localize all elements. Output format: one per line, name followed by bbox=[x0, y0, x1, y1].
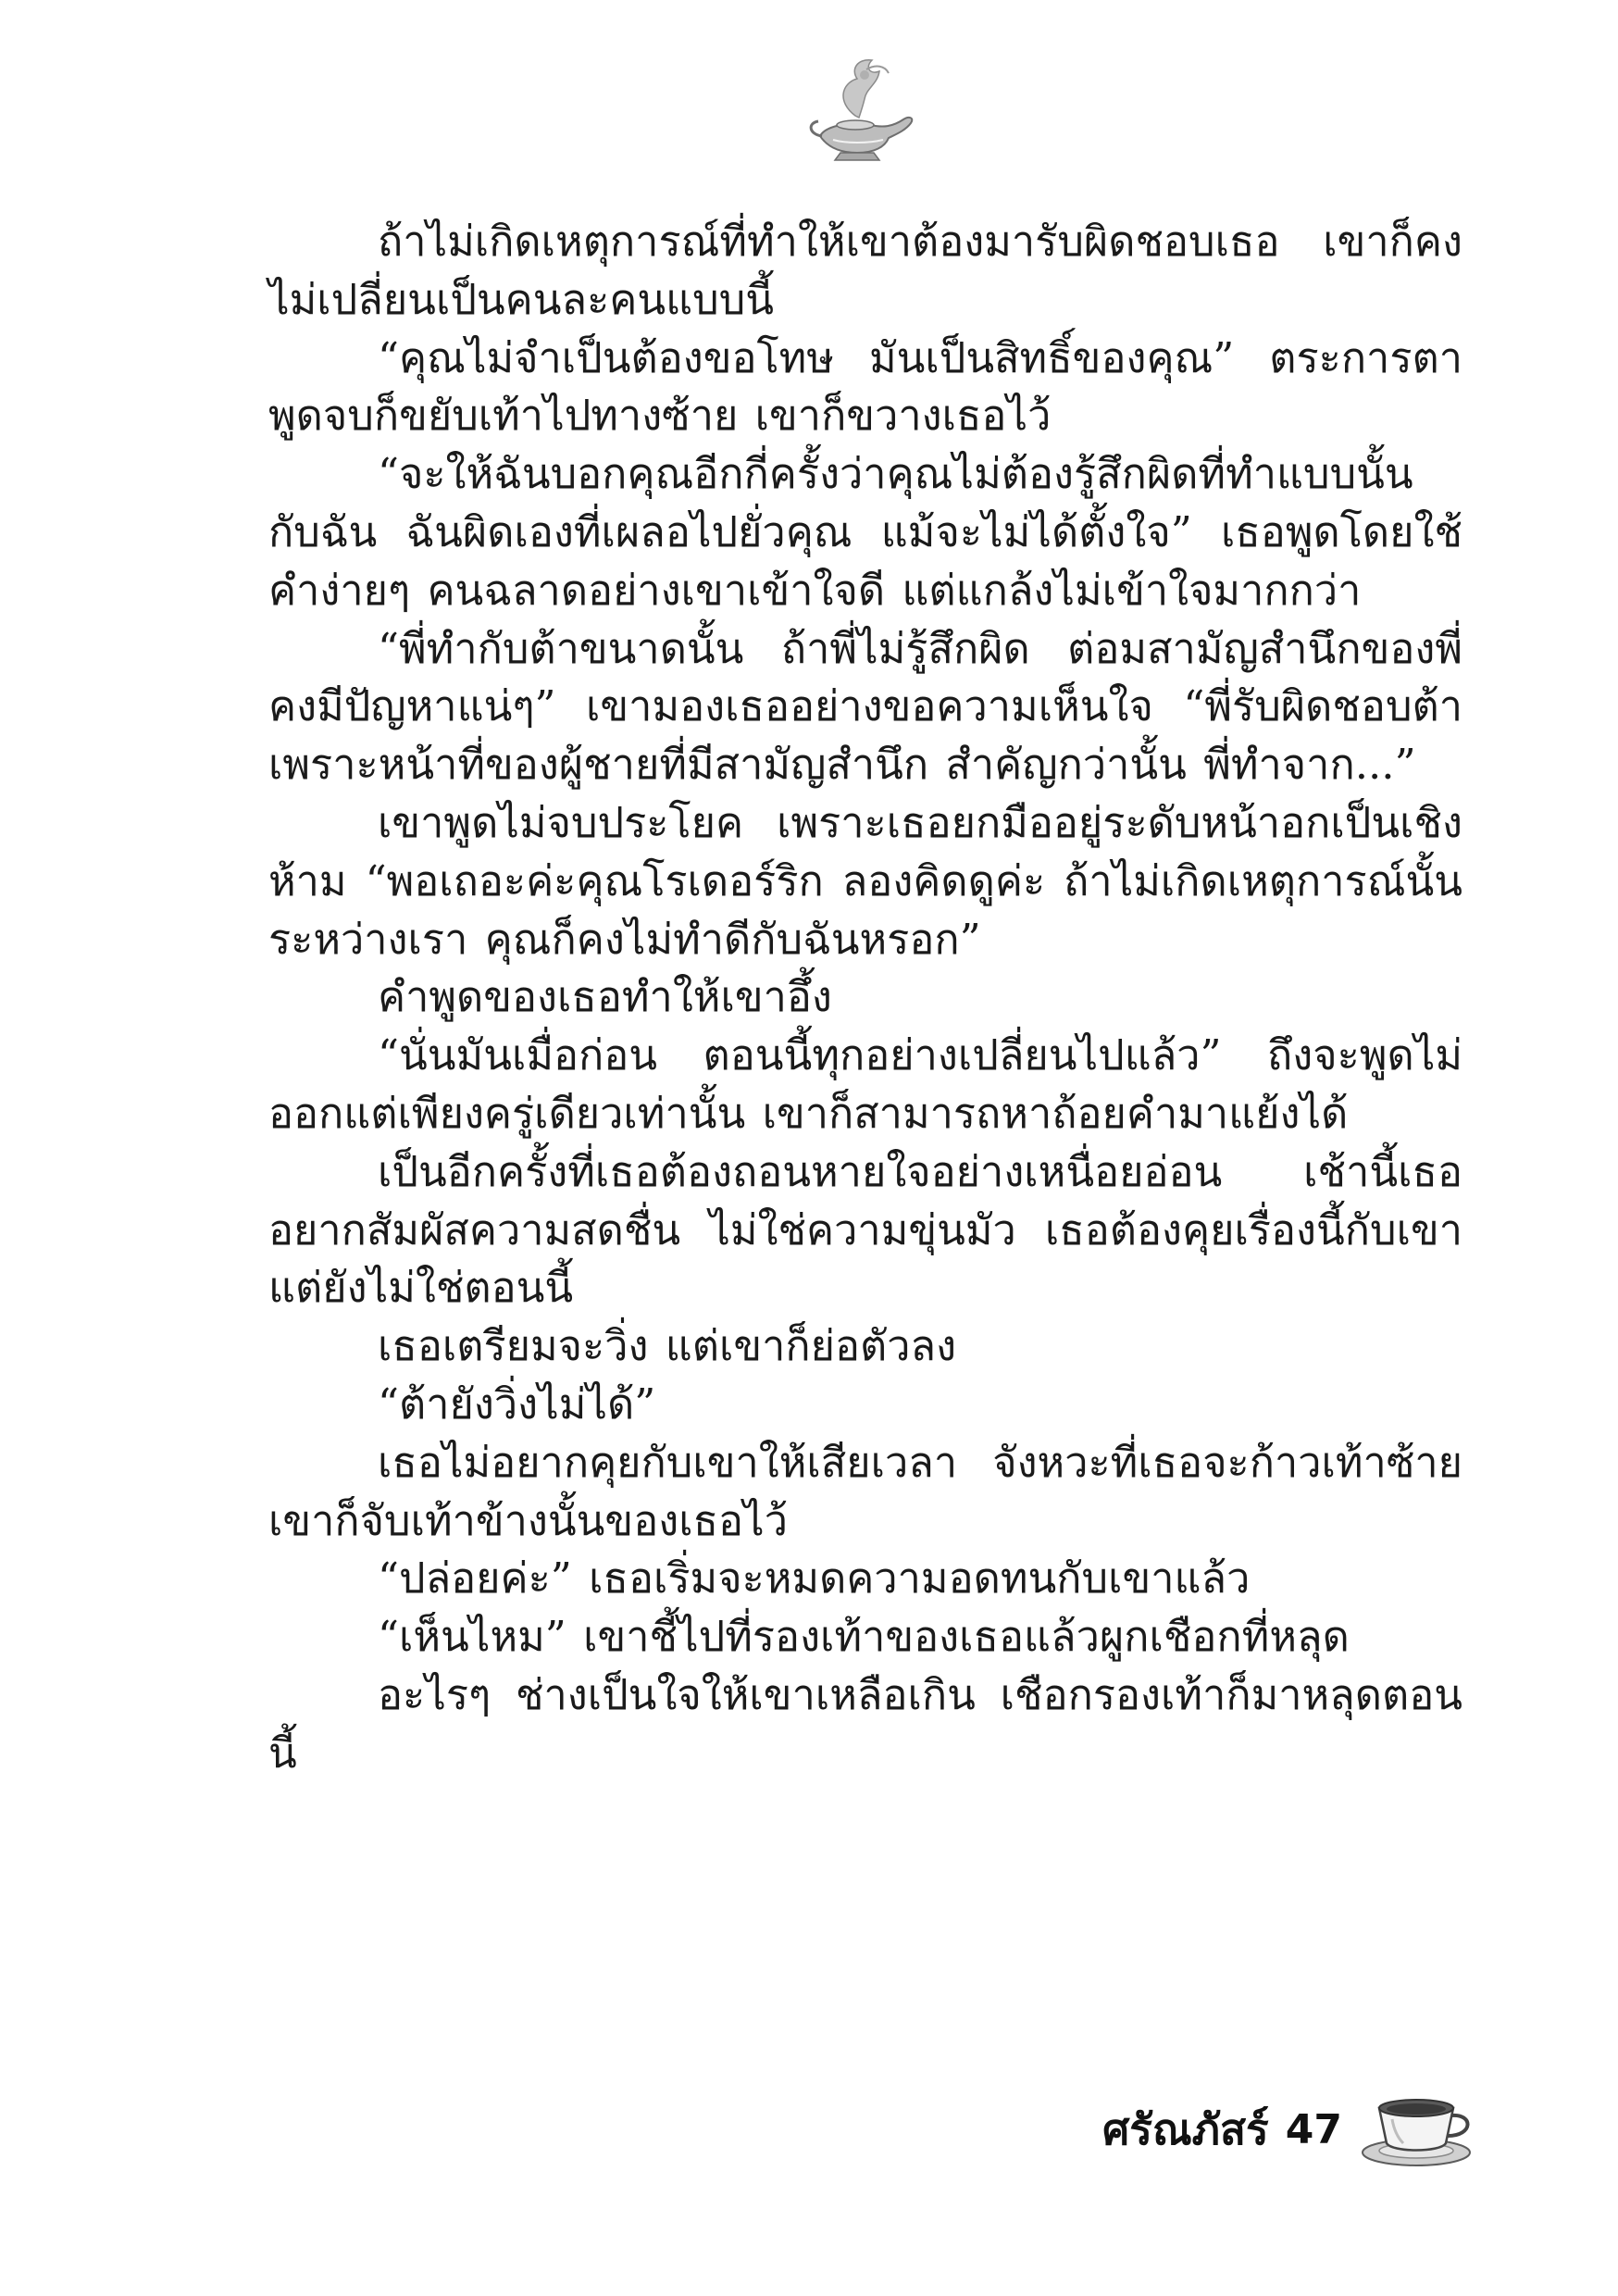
paragraph: เป็นอีกครั้งที่เธอต้องถอนหายใจอย่างเหนื่อยอ่อน เช้านี้เธออยากสัมผัสความสดชื่น ไม่ใช่ความขุ่นมัว เธอต้องคุยเรื่องนี้กับเขาแต่ยังไม่ใช่ตอนนี้ bbox=[268, 1146, 1462, 1313]
genie-lamp-icon bbox=[800, 51, 920, 171]
paragraph: “นั่นมันเมื่อก่อน ตอนนี้ทุกอย่างเปลี่ยนไปแล้ว” ถึงจะพูดไม่ออกแต่เพียงครู่เดียวเท่านั้น เขาก็สามารถหาถ้อยคำมาแย้งได้ bbox=[268, 1030, 1462, 1138]
paragraph: เธอเตรียมจะวิ่ง แต่เขาก็ย่อตัวลง bbox=[378, 1321, 957, 1371]
paragraph: “คุณไม่จำเป็นต้องขอโทษ มันเป็นสิทธิ์ของคุณ” ตระการตาพูดจบก็ขยับเท้าไปทางซ้าย เขาก็ขวางเธอไว้ bbox=[268, 332, 1462, 441]
paragraph: ถ้าไม่เกิดเหตุการณ์ที่ทำให้เขาต้องมารับผิดชอบเธอ เขาก็คงไม่เปลี่ยนเป็นคนละคนแบบนี้ bbox=[268, 217, 1462, 324]
author-name: ศรัณภัสร์ bbox=[1102, 2103, 1269, 2154]
paragraph: คำพูดของเธอทำให้เขาอึ้ง bbox=[378, 972, 832, 1022]
page-number: 47 bbox=[1285, 2105, 1342, 2153]
page-footer bbox=[1102, 2088, 1479, 2171]
paragraph: เธอไม่อยากคุยกับเขาให้เสียเวลา จังหวะที่เธอจะก้าวเท้าซ้ายเขาก็จับเท้าข้างนั้นของเธอไว้ bbox=[268, 1437, 1462, 1545]
paragraph: “จะให้ฉันบอกคุณอีกกี่ครั้งว่าคุณไม่ต้องรู้สึกผิดที่ทำแบบนั้นกับฉัน ฉันผิดเองที่เผลอไปยั่วคุณ แม้จะไม่ได้ตั้งใจ” เธอพูดโดยใช้คำง่ายๆ คนฉลาดอย่างเขาเข้าใจดี แต่แกล้งไม่เข้าใจมากกว่า bbox=[268, 449, 1462, 615]
paragraph: เขาพูดไม่จบประโยค เพราะเธอยกมืออยู่ระดับหน้าอกเป็นเชิงห้าม “พอเถอะค่ะคุณโรเดอร์ริก ลองคิดดูค่ะ ถ้าไม่เกิดเหตุการณ์นั้นระหว่างเรา คุณก็คงไม่ทำดีกับฉันหรอก” bbox=[268, 797, 1462, 964]
paragraph: อะไรๆ ช่างเป็นใจให้เขาเหลือเกิน เชือกรองเท้าก็มาหลุดตอนนี้ bbox=[268, 1669, 1462, 1778]
paragraph: “ปล่อยค่ะ” เธอเริ่มจะหมดความอดทนกับเขาแล้ว bbox=[378, 1554, 1251, 1603]
page-body-text bbox=[268, 213, 1462, 1783]
paragraph: “เห็นไหม” เขาชี้ไปที่รองเท้าของเธอแล้วผูกเชือกที่หลุด bbox=[378, 1612, 1350, 1662]
paragraph: “พี่ทำกับต้าขนาดนั้น ถ้าพี่ไม่รู้สึกผิด ต่อมสามัญสำนึกของพี่คงมีปัญหาแน่ๆ” เขามองเธออย่างขอความเห็นใจ “พี่รับผิดชอบต้า เพราะหน้าที่ของผู้ชายที่มีสามัญสำนึก สำคัญกว่านั้น พี่ทำจาก...” bbox=[268, 623, 1462, 790]
paragraph: “ต้ายังวิ่งไม่ได้” bbox=[378, 1379, 656, 1429]
coffee-cup-icon bbox=[1359, 2088, 1479, 2171]
